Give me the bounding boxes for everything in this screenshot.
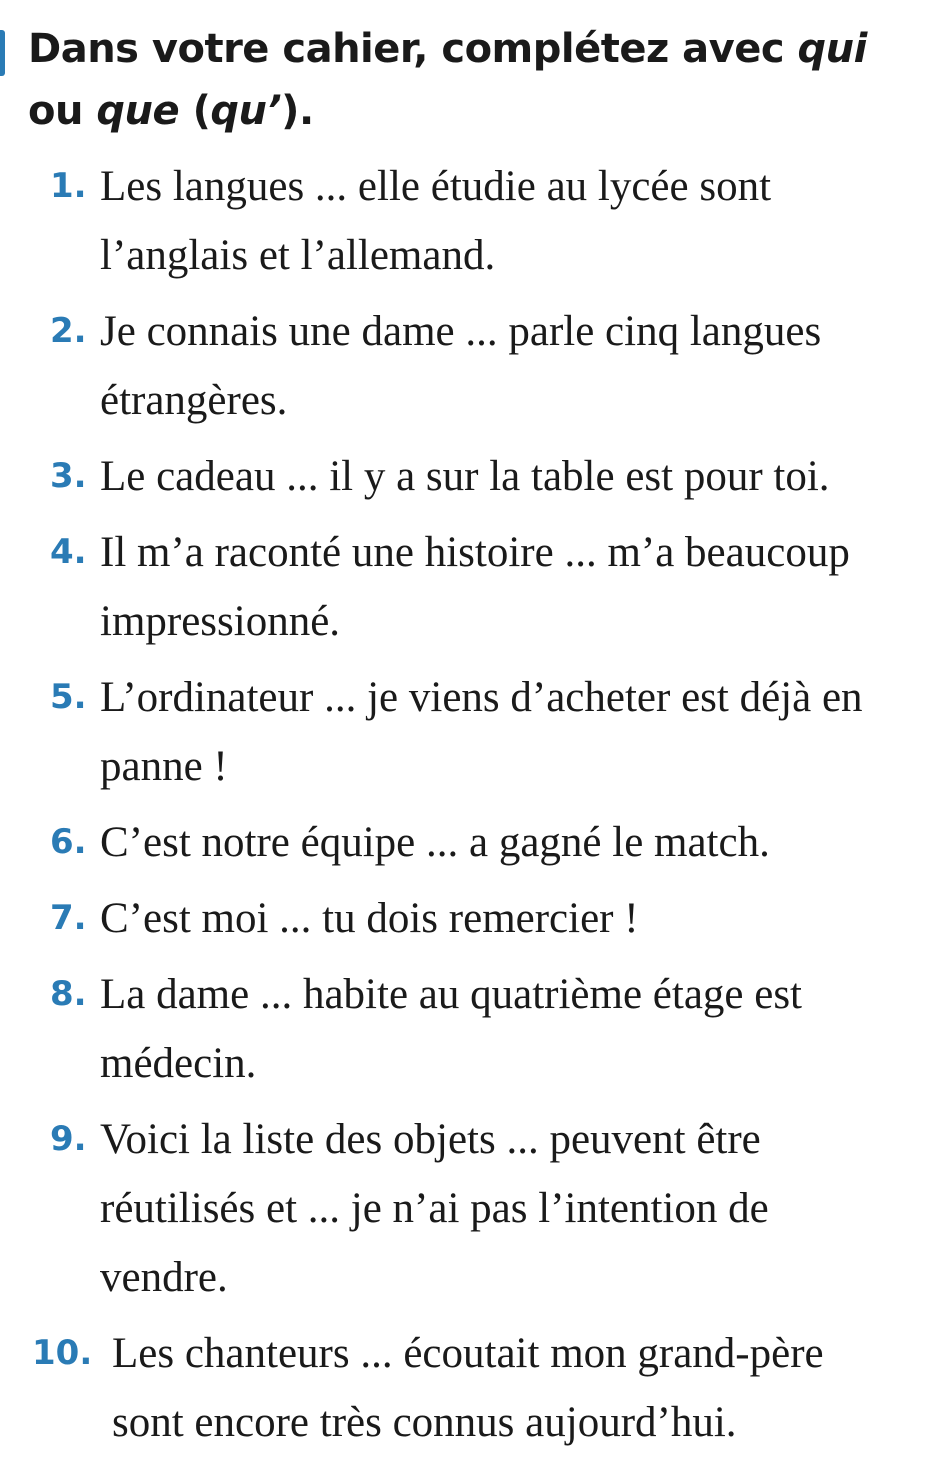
exercise-instruction — [28, 18, 928, 142]
item-number: 2. — [50, 311, 87, 351]
item-text: Le cadeau ... il y a sur la table est pour toi. — [100, 453, 830, 500]
section-marker — [0, 30, 5, 76]
exercise-item-9 — [0, 1105, 951, 1312]
instruction-text-1: Dans votre cahier, complétez avec — [28, 26, 798, 72]
item-text: Les chanteurs ... écoutait mon grand-père — [112, 1330, 824, 1377]
exercise-item-5 — [0, 663, 951, 801]
item-number: 4. — [50, 532, 87, 572]
exercise-item-7 — [0, 884, 951, 953]
instruction-text-3: ( — [179, 88, 211, 134]
item-number: 3. — [50, 456, 87, 496]
item-text: l’anglais et l’allemand. — [100, 232, 496, 279]
item-text: La dame ... habite au quatrième étage est — [100, 971, 803, 1018]
item-number: 6. — [50, 822, 87, 862]
exercise-list — [0, 152, 951, 1464]
item-text: réutilisés et ... je n’ai pas l’intention de — [100, 1185, 769, 1232]
item-number: 1. — [50, 166, 87, 206]
item-text: Les langues ... elle étudie au lycée sont — [100, 163, 772, 210]
exercise-item-2 — [0, 297, 951, 435]
item-text: impressionné. — [100, 598, 341, 645]
item-text: L’ordinateur ... je viens d’acheter est déjà en — [100, 674, 863, 721]
exercise-item-1 — [0, 152, 951, 290]
exercise-item-4 — [0, 518, 951, 656]
item-text: étrangères. — [100, 377, 288, 424]
item-text: Voici la liste des objets ... peuvent être — [100, 1116, 761, 1163]
instruction-qu: qu’ — [210, 88, 282, 134]
exercise-item-10 — [0, 1319, 951, 1457]
item-text: Je connais une dame ... parle cinq langues — [100, 308, 822, 355]
item-number: 10. — [32, 1333, 93, 1373]
item-text: C’est moi ... tu dois remercier ! — [100, 895, 639, 942]
item-number: 7. — [50, 898, 87, 938]
item-text: vendre. — [100, 1254, 228, 1301]
exercise-item-6 — [0, 808, 951, 877]
item-text: Il m’a raconté une histoire ... m’a beaucoup — [100, 529, 850, 576]
instruction-que: que — [96, 88, 180, 134]
item-number: 9. — [50, 1119, 87, 1159]
item-text: C’est notre équipe ... a gagné le match. — [100, 819, 770, 866]
instruction-text-2: ou — [28, 88, 97, 134]
exercise-item-8 — [0, 960, 951, 1098]
item-text: médecin. — [100, 1040, 257, 1087]
exercise-item-3 — [0, 442, 951, 511]
item-number: 5. — [50, 677, 87, 717]
instruction-qui: qui — [797, 26, 867, 72]
instruction-text-4: ). — [281, 88, 314, 134]
item-text: sont encore très connus aujourd’hui. — [112, 1399, 737, 1446]
item-text: panne ! — [100, 743, 228, 790]
item-number: 8. — [50, 974, 87, 1014]
